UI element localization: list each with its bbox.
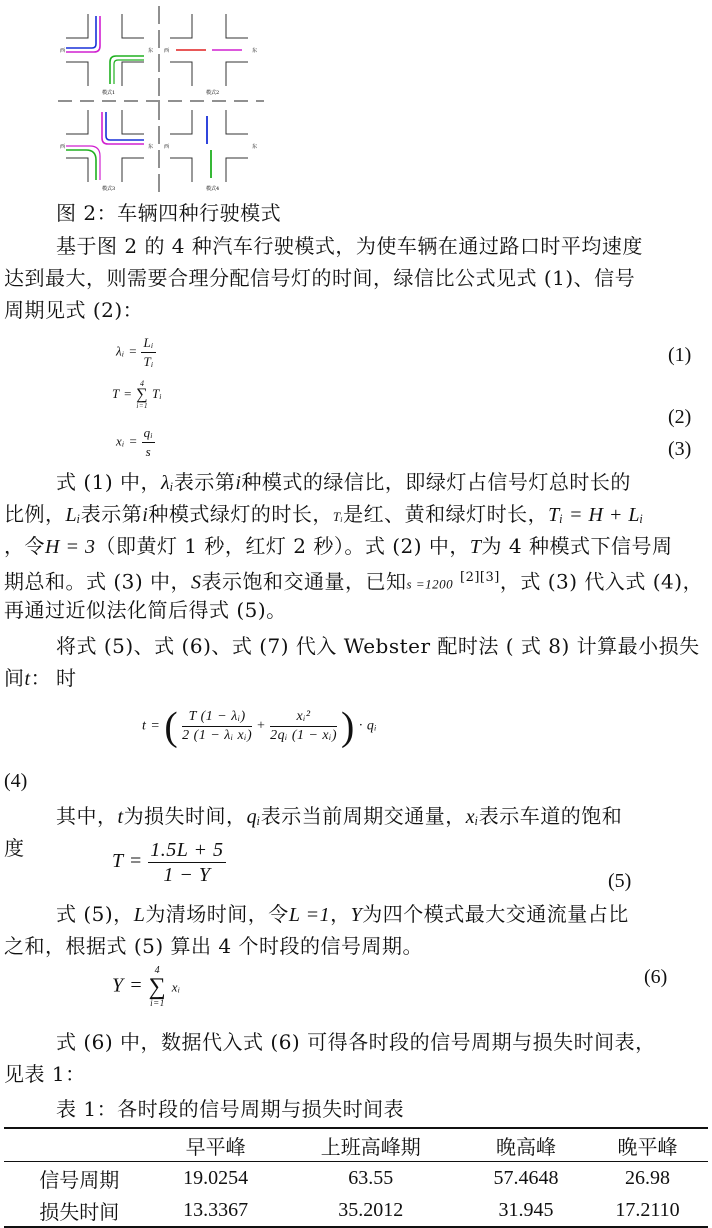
table-cell: 31.945	[465, 1194, 587, 1227]
table-cell: 损失时间	[4, 1194, 154, 1227]
paragraph-2-line-4: 期总和。式 (3) 中，S表示饱和交通量，已知s =1200 [2][3]，式 (3) 代入式 (4)，	[4, 569, 704, 594]
svg-text:东: 东	[252, 48, 258, 54]
equation-2-number: (2)	[668, 406, 692, 428]
mode-3-label: 模式3	[102, 186, 116, 192]
equation-5-number: (5)	[608, 870, 632, 892]
svg-text:东: 东	[252, 144, 258, 150]
equation-6: Y = 4 ∑ i=1 xᵢ	[112, 965, 181, 1008]
table-row	[4, 1194, 708, 1227]
mode-2-label: 模式2	[206, 90, 220, 96]
equation-3: xᵢ = $\frac{\text{qᵢ}}{s}$	[116, 425, 154, 459]
mode-1-label: 模式1	[102, 90, 116, 96]
paragraph-1-line-3: 周期见式 (2)：	[4, 298, 144, 322]
paragraph-2-line-5: 再通过近似法化简后得式 (5)。	[4, 598, 287, 622]
figure-caption: 图 2：车辆四种行驶模式	[56, 201, 282, 225]
equation-1-number: (1)	[668, 344, 692, 366]
equation-2: T = 4 ∑ i=1 Tᵢ	[112, 379, 163, 410]
table-row	[4, 1162, 708, 1195]
table-header: 上班高峰期	[277, 1128, 465, 1162]
equation-1: λᵢ = $\frac{\text{Lᵢ}}{\text{Tᵢ}}$	[116, 335, 154, 369]
svg-text:西: 西	[60, 144, 66, 150]
equation-5: T = $\frac{1.5L + 5}{1 - Y}$	[112, 839, 224, 886]
driving-modes-figure	[56, 4, 266, 196]
table-cell: 17.2110	[587, 1194, 708, 1227]
paragraph-2-line-1: 式 (1) 中，λᵢ表示第i种模式的绿信比，即绿灯占信号灯总时长的	[56, 470, 631, 494]
paragraph-5-line-2: 之和，根据式 (5) 算出 4 个时段的信号周期。	[4, 934, 423, 958]
paragraph-4-line-2: 度	[4, 836, 25, 860]
mode-4-label: 模式4	[206, 186, 220, 192]
paragraph-1-line-2: 达到最大，则需要合理分配信号灯的时间，绿信比公式见式 (1)、信号	[4, 266, 636, 290]
paragraph-1-line-1: 基于图 2 的 4 种汽车行驶模式，为使车辆在通过路口时平均速度	[56, 234, 643, 258]
table-header-row	[4, 1128, 708, 1162]
table-header: 晚高峰	[465, 1128, 587, 1162]
paragraph-6-line-2: 见表 1：	[4, 1062, 86, 1086]
svg-text:西: 西	[164, 48, 170, 54]
table-cell: 63.55	[348, 1166, 394, 1189]
paragraph-4-line-1: 其中，t为损失时间，qᵢ表示当前周期交通量，xᵢ表示车道的饱和	[56, 804, 623, 828]
equation-4: t = ( $\frac{\text{T (1 − λᵢ)}}{\text{2 (1 − λᵢ xᵢ)}}$ + $\frac{\text{xᵢ²}}{\text{2qᵢ (1 − xᵢ)}}$ ) · qᵢ	[142, 703, 378, 749]
table-cell: 26.98	[625, 1166, 671, 1189]
svg-text:西: 西	[60, 48, 66, 54]
table-cell: 57.4648	[493, 1166, 559, 1189]
paragraph-2-line-2: 比例，Lᵢ表示第i种模式绿灯的时长，Tᵢ是红、黄和绿灯时长，Tᵢ = H + Lᵢ	[4, 502, 644, 526]
svg-text:东: 东	[148, 144, 154, 150]
paragraph-6-line-1: 式 (6) 中，数据代入式 (6) 可得各时段的信号周期与损失时间表，	[56, 1030, 656, 1054]
equation-3-number: (3)	[668, 438, 692, 460]
table-header: 早平峰	[154, 1128, 276, 1162]
mode-2-diagram	[164, 14, 257, 96]
table-header: 晚平峰	[587, 1128, 708, 1162]
mode-1-diagram	[60, 14, 153, 96]
svg-text:西: 西	[164, 144, 170, 150]
paragraph-3-line-2: 间t：	[4, 666, 52, 690]
table-header	[4, 1128, 154, 1162]
table-cell: 信号周期	[39, 1169, 120, 1192]
paragraph-5-line-1: 式 (5)，L为清场时间，令L =1，Y为四个模式最大交通流量占比	[56, 902, 629, 926]
paragraph-2-line-3: ，令H = 3（即黄灯 1 秒，红灯 2 秒）。式 (2) 中，T为 4 种模式下信号周	[4, 534, 673, 558]
equation-6-number: (6)	[644, 966, 668, 988]
equation-4-number: (4)	[4, 770, 28, 792]
table-cell: 35.2012	[277, 1194, 465, 1227]
table-cell: 13.3367	[154, 1194, 276, 1227]
signal-period-table	[4, 1127, 708, 1228]
table-cell: 19.0254	[183, 1166, 249, 1189]
mode-4-diagram	[164, 110, 257, 192]
svg-text:东: 东	[148, 48, 154, 54]
paragraph-3-line-1: 将式 (5)、式 (6)、式 (7) 代入 Webster 配时法 ( 式 8) 计算最小损失时	[56, 634, 700, 690]
table-caption: 表 1：各时段的信号周期与损失时间表	[56, 1097, 405, 1121]
mode-3-diagram	[60, 110, 153, 192]
